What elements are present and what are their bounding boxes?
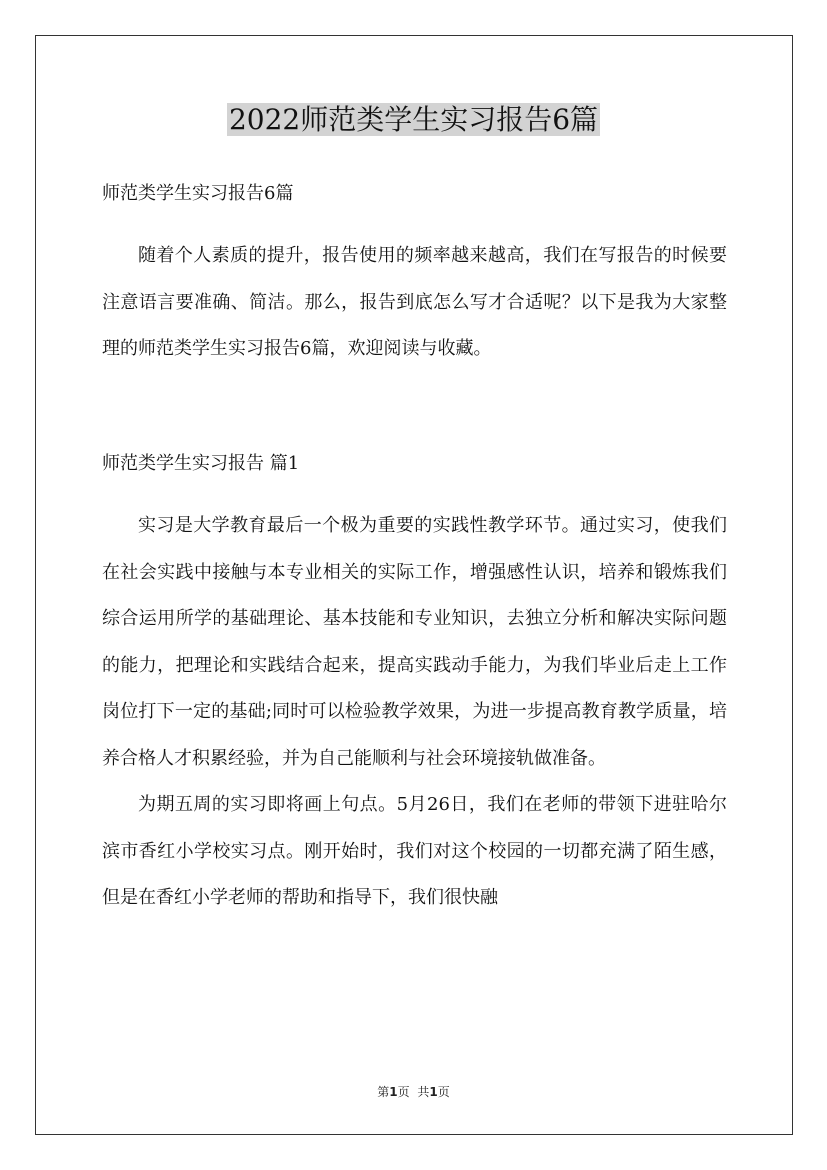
document-title-text: 2022师范类学生实习报告6篇: [228, 103, 599, 136]
body-paragraph-2: 为期五周的实习即将画上句点。5月26日，我们在老师的带领下进驻哈尔滨市香红小学校实习点。刚开始时，我们对这个校园的一切都充满了陌生感，但是在香红小学老师的帮助和指导下，我们很快融: [102, 794, 727, 908]
document-subtitle: 师范类学生实习报告6篇: [102, 183, 294, 204]
intro-section: [102, 233, 727, 373]
page-footer: [0, 1084, 827, 1100]
intro-paragraph: 随着个人素质的提升，报告使用的频率越来越高，我们在写报告的时候要注意语言要准确、简洁。那么，报告到底怎么写才合适呢？以下是我为大家整理的师范类学生实习报告6篇，欢迎阅读与收藏。: [102, 245, 727, 359]
footer-total-prefix: 共: [417, 1085, 430, 1099]
body-paragraph-1: 实习是大学教育最后一个极为重要的实践性教学环节。通过实习，使我们在社会实践中接触与本专业相关的实际工作，增强感性认识，培养和锻炼我们综合运用所学的基础理论、基本技能和专业知识，去独立分析和解决实际问题的能力，把理论和实践结合起来，提高实践动手能力，为我们毕业后走上工作岗位打下一定的基础;同时可以检验教学效果，为进一步提高教育教学质量，培养合格人才积累经验，并为自己能顺利与社会环境接轨做准备。: [102, 515, 727, 769]
document-title: [0, 100, 827, 140]
footer-page-prefix: 第: [377, 1085, 390, 1099]
footer-page-number: 1: [389, 1085, 398, 1099]
section-heading: 师范类学生实习报告 篇1: [102, 453, 300, 474]
footer-page-suffix: 页: [397, 1085, 410, 1099]
section-body: [102, 503, 727, 922]
footer-total-pages: 1: [429, 1085, 438, 1099]
footer-total-suffix: 页: [437, 1085, 450, 1099]
